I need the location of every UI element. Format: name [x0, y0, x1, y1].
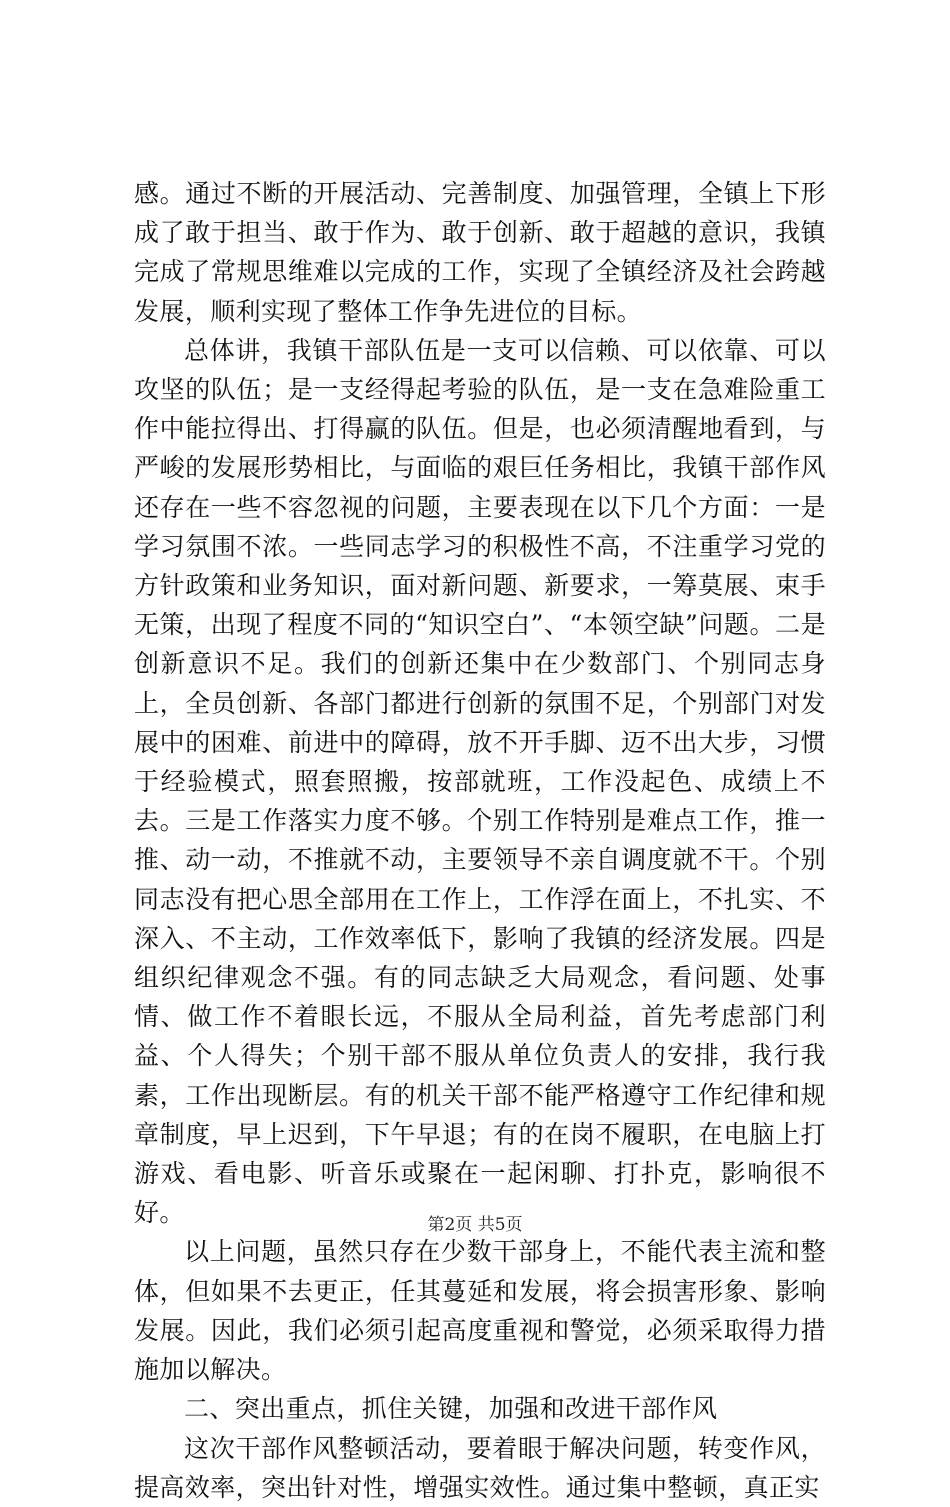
document-body	[134, 174, 826, 1507]
paragraph-problems: 总体讲，我镇干部队伍是一支可以信赖、可以依靠、可以攻坚的队伍；是一支经得起考验的队伍，是一支在急难险重工作中能拉得出、打得赢的队伍。但是，也必须清醒地看到，与严峻的发展形势相比，与面临的艰巨任务相比，我镇干部作风还存在一些不容忽视的问题，主要表现在以下几个方面：一是学习氛围不浓。一些同志学习的积极性不高，不注重学习党的方针政策和业务知识，面对新问题、新要求，一筹莫展、束手无策，出现了程度不同的“知识空白”、“本领空缺”问题。二是创新意识不足。我们的创新还集中在少数部门、个别同志身上，全员创新、各部门都进行创新的氛围不足，个别部门对发展中的困难、前进中的障碍，放不开手脚、迈不出大步，习惯于经验模式，照套照搬，按部就班，工作没起色、成绩上不去。三是工作落实力度不够。个别工作特别是难点工作，推一推、动一动，不推就不动，主要领导不亲自调度就不干。个别同志没有把心思全部用在工作上，工作浮在面上，不扎实、不深入、不主动，工作效率低下，影响了我镇的经济发展。四是组织纪律观念不强。有的同志缺乏大局观念，看问题、处事情、做工作不着眼长远，不服从全局利益，首先考虑部门利益、个人得失；个别干部不服从单位负责人的安排，我行我素，工作出现断层。有的机关干部不能严格遵守工作纪律和规章制度，早上迟到，下午早退；有的在岗不履职，在电脑上打游戏、看电影、听音乐或聚在一起闲聊、打扑克，影响很不好。	[134, 335, 826, 1228]
page-number: 第2页 共5页	[427, 1215, 523, 1235]
paragraph-rectification: 这次干部作风整顿活动，要着眼于解决问题，转变作风，提高效率，突出针对性，增强实效性。通过集中整顿，真正实	[134, 1433, 826, 1502]
paragraph-continuation: 感。通过不断的开展活动、完善制度、加强管理，全镇上下形成了敢于担当、敢于作为、敢于创新、敢于超越的意识，我镇完成了常规思维难以完成的工作，实现了全镇经济及社会跨越发展，顺利实现了整体工作争先进位的目标。	[134, 179, 826, 326]
section-heading: 二、突出重点，抓住关键，加强和改进干部作风	[184, 1394, 718, 1424]
paragraph-summary: 以上问题，虽然只存在少数干部身上，不能代表主流和整体，但如果不去更正，任其蔓延和发展，将会损害形象、影响发展。因此，我们必须引起高度重视和警觉，必须采取得力措施加以解决。	[134, 1237, 826, 1385]
